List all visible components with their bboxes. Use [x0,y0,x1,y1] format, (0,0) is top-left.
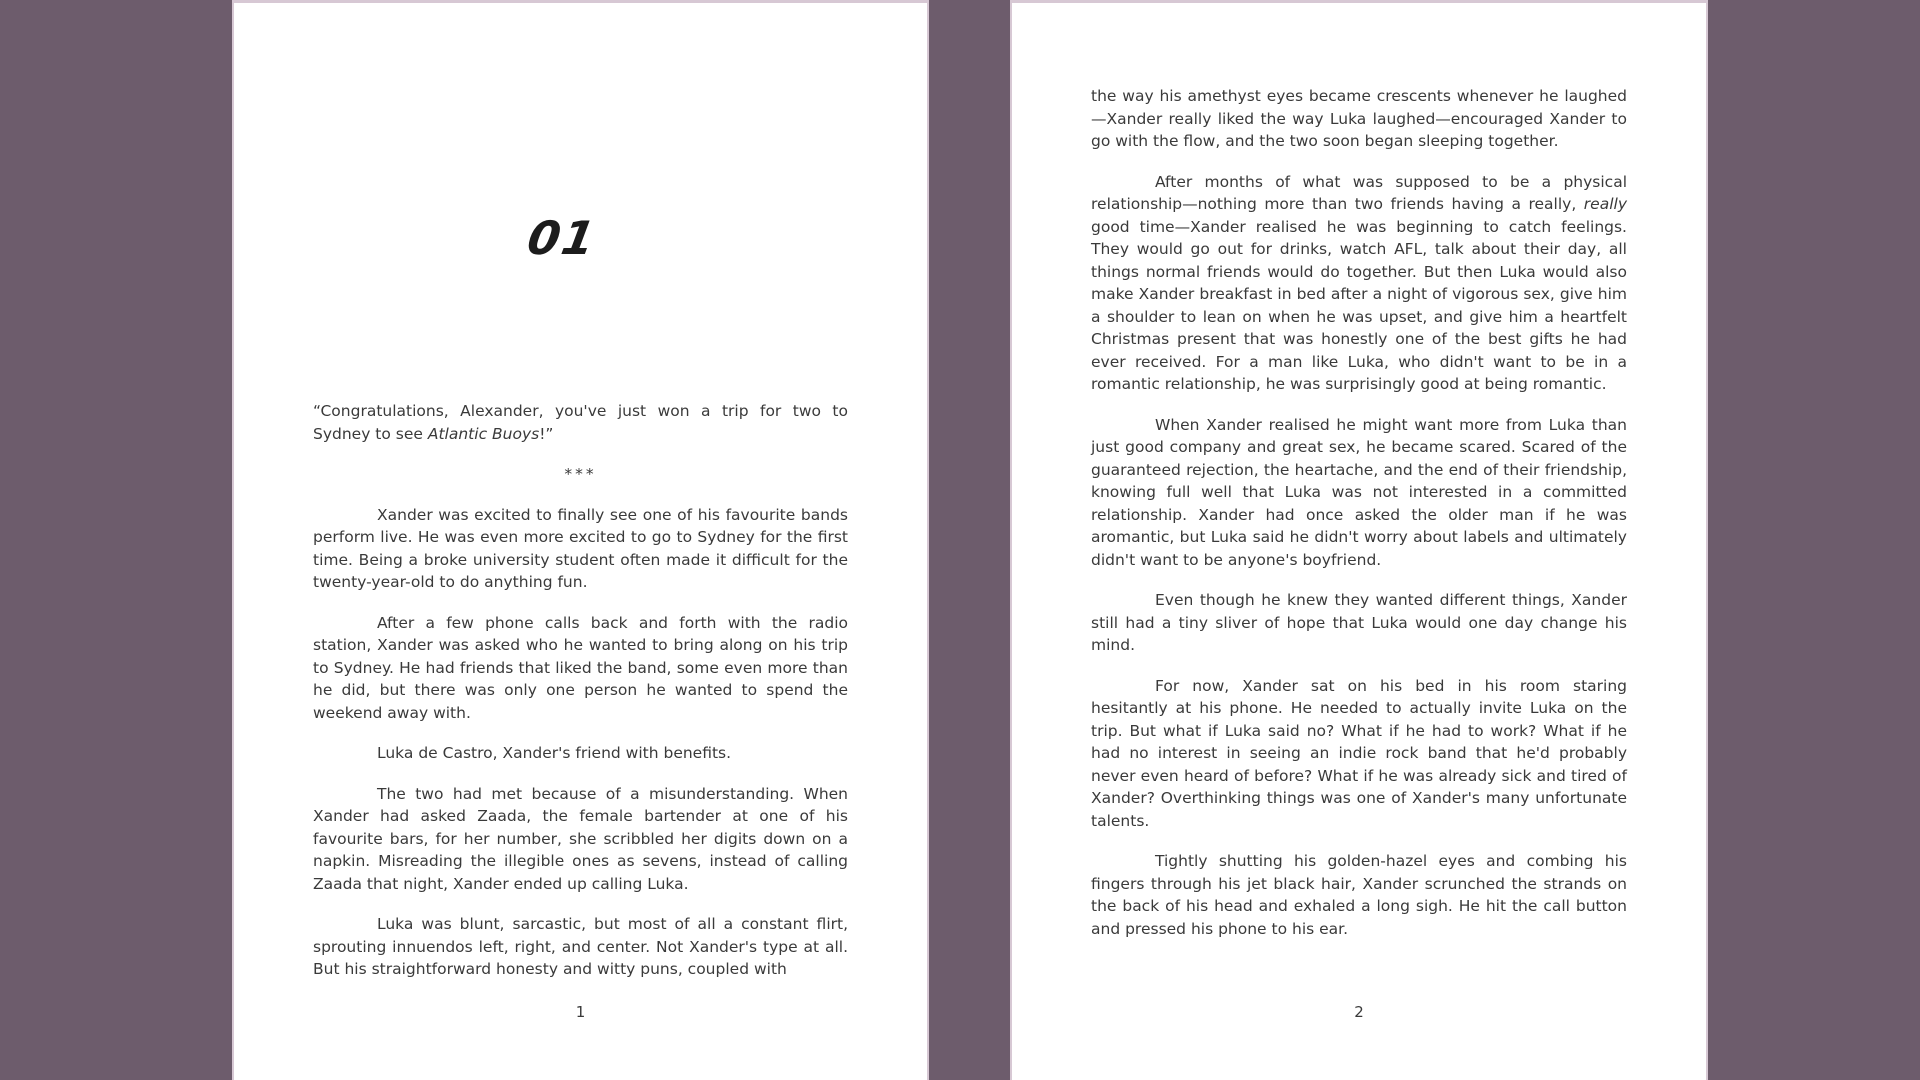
paragraph: Even though he knew they wanted different things, Xander still had a tiny sliver of hope that Luka would one day change his mind. [1091,591,1627,654]
left-page [232,0,929,1080]
right-page [1010,0,1708,1080]
paragraph: the way his amethyst eyes became crescents whenever he laughed—Xander really liked the way Luka laughed—encouraged Xander to go with the flow, and the two soon began sleeping together. [1091,87,1627,150]
paragraph: The two had met because of a misunderstanding. When Xander had asked Zaada, the female bartender at one of his favourite bars, for her number, she scribbled her digits down on a napkin. Misreading the illegible ones as sevens, instead of calling Zaada that night, Xander ended up calling Luka. [313,784,848,893]
paragraph: For now, Xander sat on his bed in his room staring hesitantly at his phone. He needed to actually invite Luka on the trip. But what if Luka said no? What if he had to work? What if he had no interest in seeing an indie rock band that he'd probably never even heard of before? What if he was already sick and tired of Xander? Overthinking things was one of Xander's many unfortunate talents. [1091,676,1627,830]
right-page-content [1012,3,1706,940]
paragraph: Xander was excited to finally see one of his favourite bands perform live. He was even more excited to go to Sydney for the first time. Being a broke university student often made it difficult for the twenty-year-old to do anything fun. [313,505,848,591]
left-page-number: 1 [575,1003,586,1021]
paragraph: Tightly shutting his golden-hazel eyes and combing his fingers through his jet black hair, Xander scrunched the strands on the back of his head and exhaled a long sigh. He hit the call button and pressed his phone to his ear. [1091,852,1627,938]
paragraph: When Xander realised he might want more from Luka than just good company and great sex, he became scared. Scared of the guaranteed rejection, the heartache, and the end of their friendship, knowing full well that Luka was not interested in a committed relationship. Xander had once asked the older man if he was aromantic, but Luka said he didn't worry about labels and ultimately didn't want to be anyone's boyfriend. [1091,415,1627,569]
paragraph: Luka was blunt, sarcastic, but most of all a constant flirt, sprouting innuendos left, right, and center. Not Xander's type at all. But his straightforward honesty and witty puns, coupled with [313,915,848,978]
chapter-number: 01 [523,211,602,265]
right-page-number: 2 [1354,1003,1364,1021]
section-separator: *** [564,465,597,483]
paragraph: Luka de Castro, Xander's friend with benefits. [377,744,732,762]
left-page-content [234,266,927,981]
paragraph: After a few phone calls back and forth with the radio station, Xander was asked who he wanted to bring along on his trip to Sydney. He had friends that liked the band, some even more than he did, but there was only one person he wanted to spend the weekend away with. [313,613,848,722]
paragraph: After months of what was supposed to be a physical relationship—nothing more than two friends having a really, really good time—Xander realised he was beginning to catch feelings. They would go out for drinks, watch AFL, talk about their day, all things normal friends would do together. But then Luka would also make Xander breakfast in bed after a night of vigorous sex, give him a shoulder to lean on when he was upset, and give him a heartfelt Christmas present that was honestly one of the best gifts he had ever received. For a man like Luka, who didn't want to be in a romantic relationship, he was surprisingly good at being romantic. [1091,172,1627,393]
paragraph: “Congratulations, Alexander, you've just won a trip for two to Sydney to see Atlantic Buoys!” [313,402,848,443]
